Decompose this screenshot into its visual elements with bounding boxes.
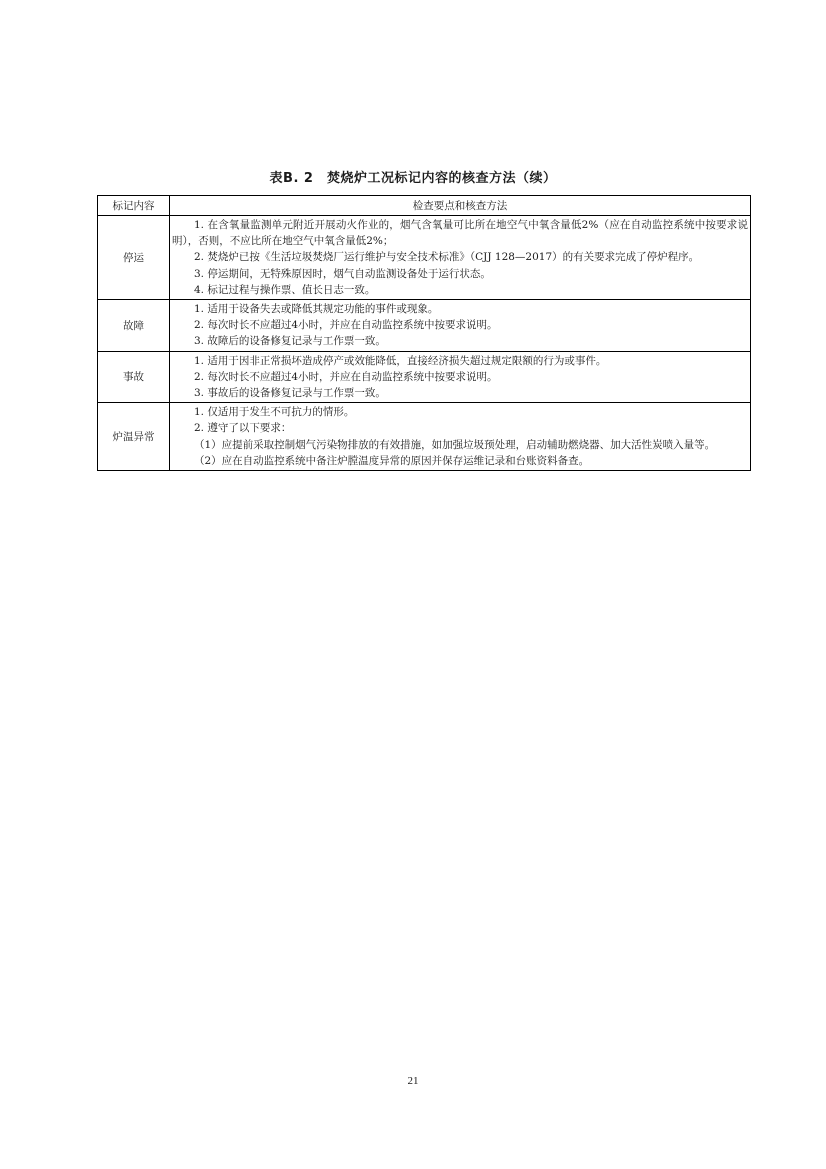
content-line: 1. 仅适用于发生不可抗力的情形。: [194, 406, 355, 419]
content-line: 4. 标记过程与操作票、值长日志一致。: [194, 283, 376, 296]
content-line: 3. 故障后的设备修复记录与工作票一致。: [194, 335, 386, 348]
content-line: 3. 事故后的设备修复记录与工作票一致。: [194, 387, 386, 400]
table-header-row: [98, 196, 751, 216]
content-line: 3. 停运期间，无特殊原因时，烟气自动监测设备处于运行状态。: [194, 267, 491, 280]
content-line: 2. 遵守了以下要求：: [194, 422, 292, 435]
row-content: [170, 300, 751, 352]
inspection-table: [97, 195, 751, 471]
content-line: （2）应在自动监控系统中备注炉膛温度异常的原因并保存运维记录和台账资料备查。: [194, 454, 590, 467]
table-row: [98, 403, 751, 471]
table-row: [98, 216, 751, 300]
row-label: 事故: [98, 351, 170, 403]
table-row: [98, 300, 751, 352]
content-line: 1. 适用于因非正常损坏造成停产或效能降低，直接经济损失超过规定限额的行为或事件。: [194, 354, 607, 367]
row-label: 炉温异常: [98, 403, 170, 471]
header-label-column: 标记内容: [98, 196, 170, 216]
header-method-column: 检查要点和核查方法: [170, 196, 751, 216]
content-line: 2. 焚烧炉已按《生活垃圾焚烧厂运行维护与安全技术标准》（CJJ 128—2017）的有关要求完成了停炉程序。: [194, 251, 700, 264]
page-number: 21: [407, 1075, 419, 1087]
table-row: [98, 351, 751, 403]
content-line: 1. 在含氧量监测单元附近开展动火作业的，烟气含氧量可比所在地空气中氧含量低2%（应在自动监控系统中按要求说明），否则，不应比所在地空气中氧含量低2%；: [172, 219, 748, 248]
row-label: 停运: [98, 216, 170, 300]
row-content: [170, 403, 751, 471]
content-line: （1）应提前采取控制烟气污染物排放的有效措施，如加强垃圾预处理，启动辅助燃烧器、加大活性炭喷入量等。: [194, 438, 716, 451]
row-content: [170, 216, 751, 300]
content-line: 2. 每次时长不应超过4小时，并应在自动监控系统中按要求说明。: [194, 319, 498, 332]
row-content: [170, 351, 751, 403]
table-caption: 表B. 2 焚烧炉工况标记内容的核查方法（续）: [269, 171, 557, 186]
row-label: 故障: [98, 300, 170, 352]
content-line: 2. 每次时长不应超过4小时，并应在自动监控系统中按要求说明。: [194, 370, 498, 383]
content-line: 1. 适用于设备失去或降低其规定功能的事件或现象。: [194, 303, 439, 316]
